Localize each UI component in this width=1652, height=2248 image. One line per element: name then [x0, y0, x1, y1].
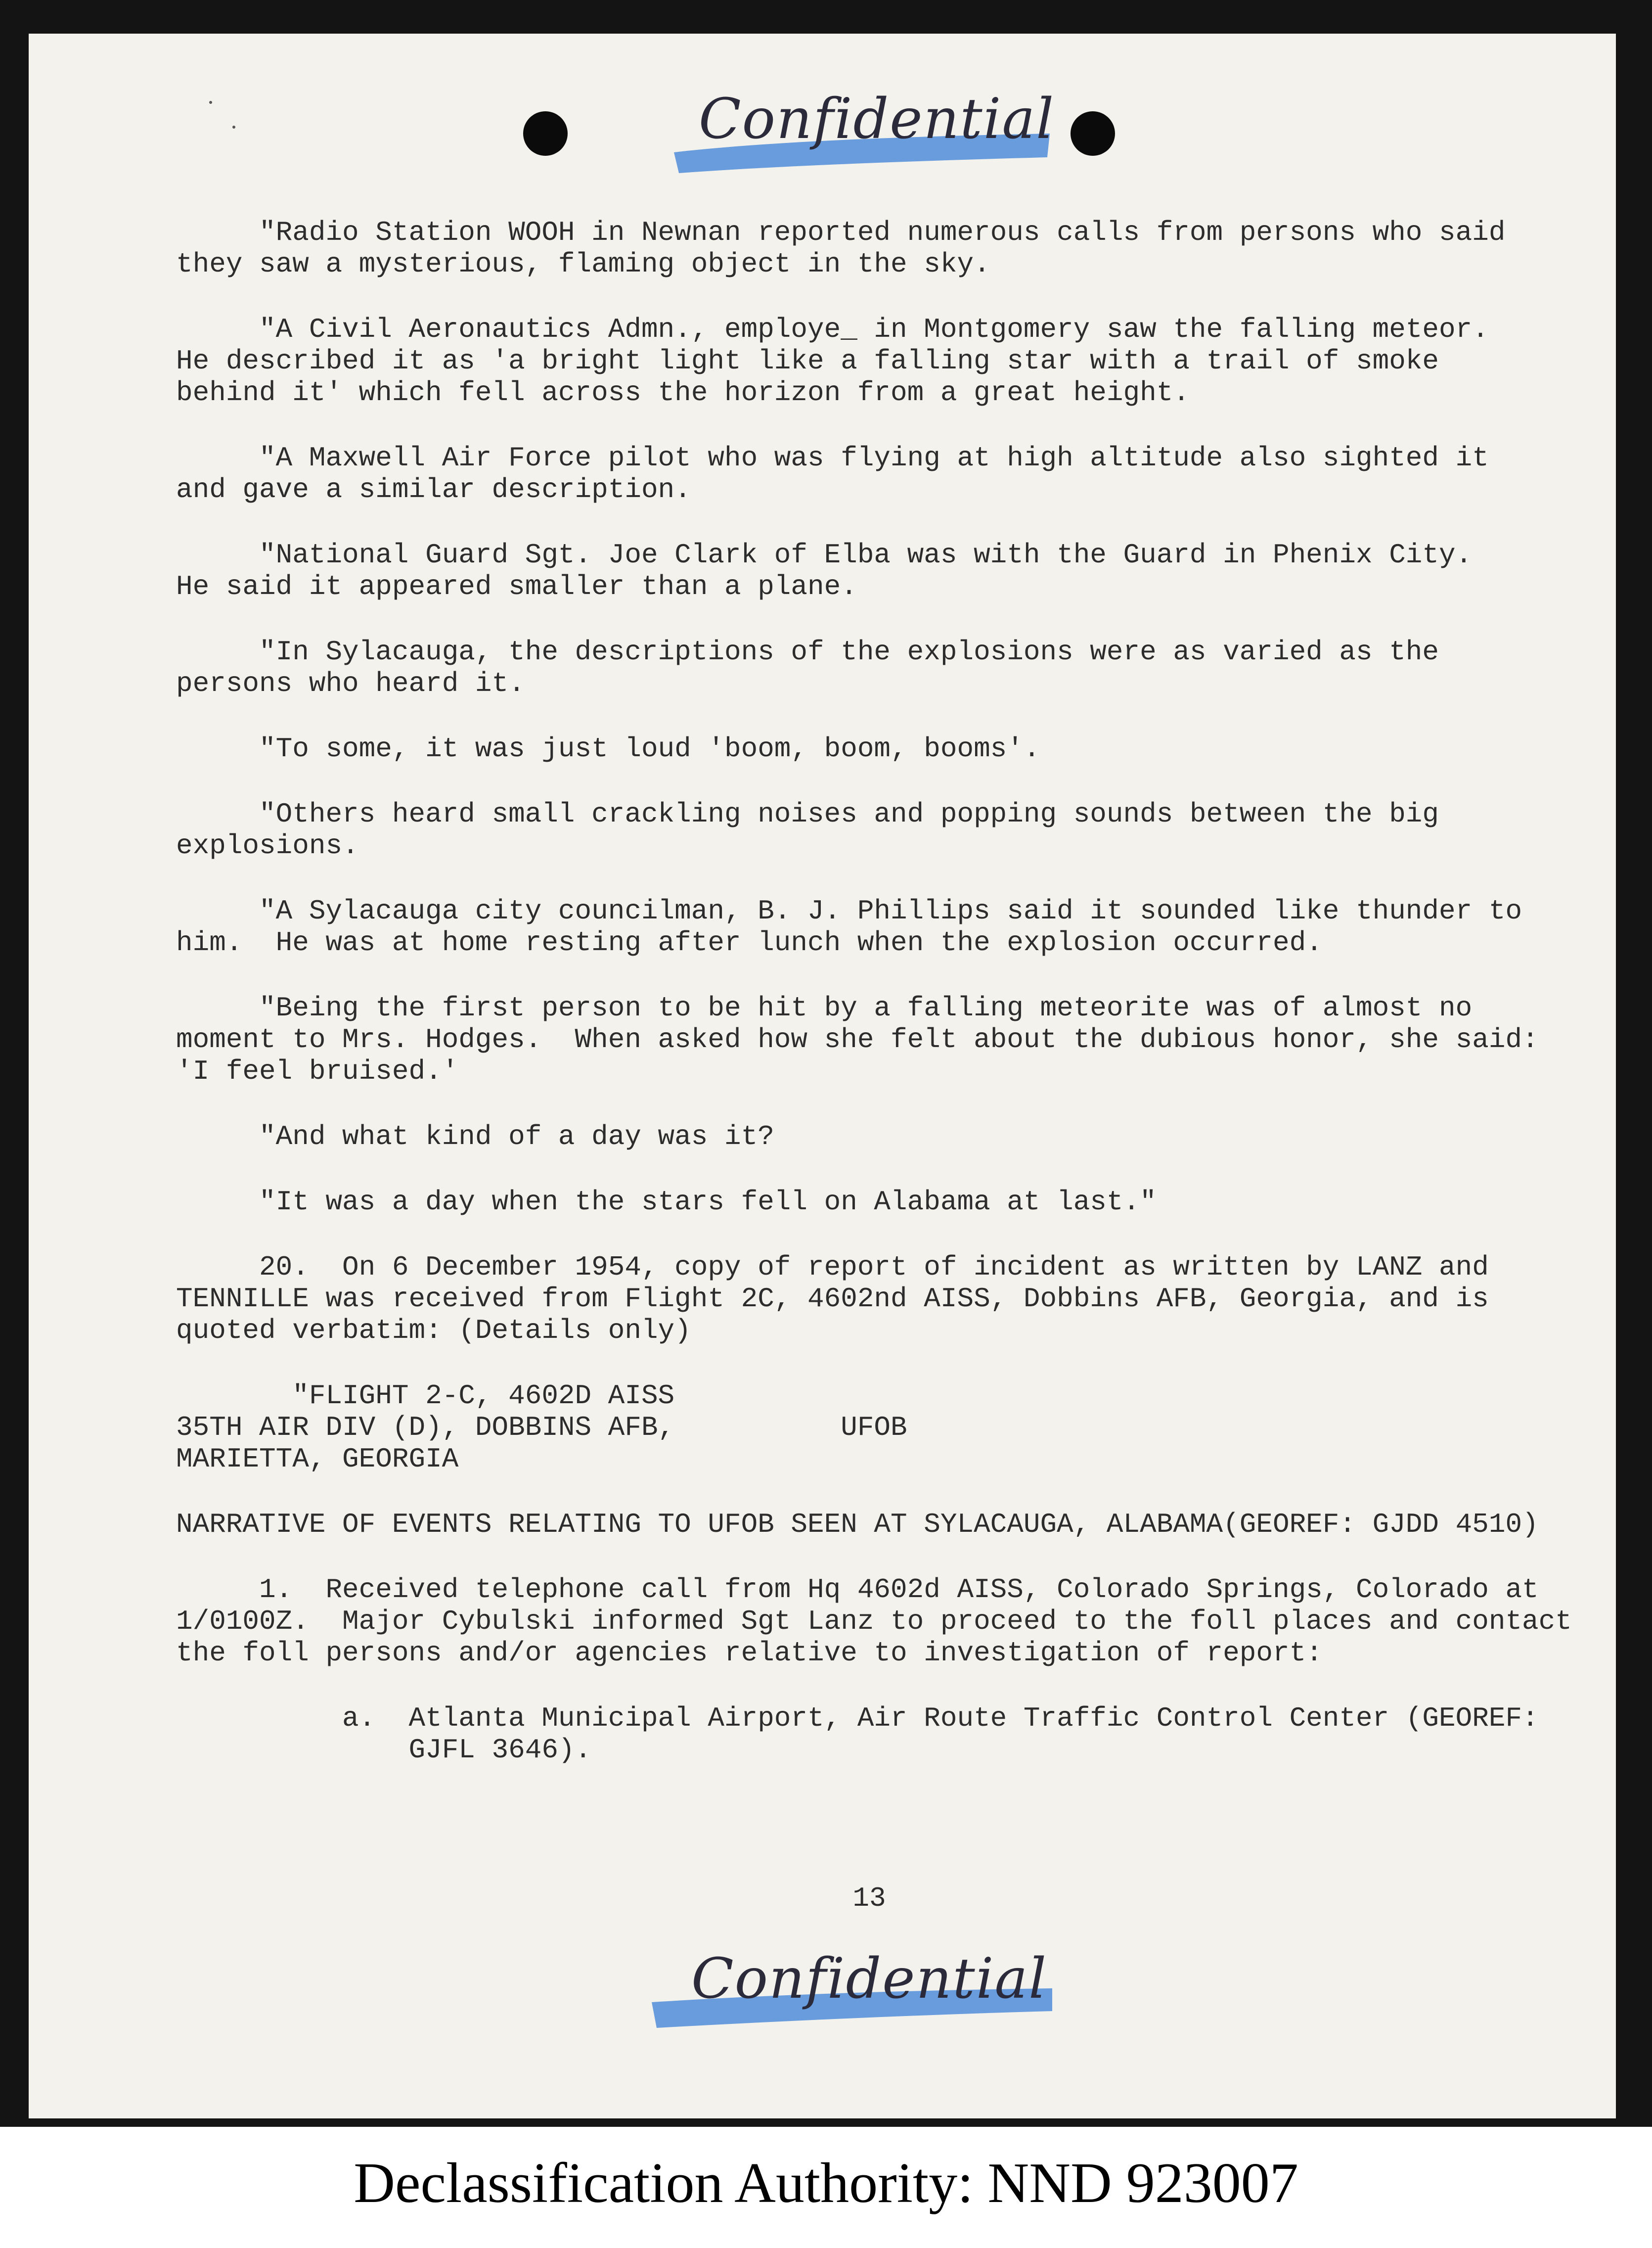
confidential-handwriting-top: Confidential [698, 87, 1055, 151]
paper-speck [232, 126, 235, 129]
text-line: "A Maxwell Air Force pilot who was flying at high altitude also sighted it [176, 442, 1489, 474]
paragraph-gap [176, 1152, 1610, 1186]
paragraph-gap [176, 409, 1610, 442]
paragraph-gap [176, 1540, 1610, 1574]
text-line: 20. On 6 December 1954, copy of report of incident as written by LANZ and [176, 1251, 1489, 1283]
text-line: quoted verbatim: (Details only) [176, 1315, 691, 1346]
text-line: a. Atlanta Municipal Airport, Air Route Traffic Control Center (GEOREF: [176, 1702, 1539, 1734]
text-line: "It was a day when the stars fell on Alabama at last." [176, 1186, 1157, 1218]
paragraph-gap [176, 602, 1610, 636]
text-line: "National Guard Sgt. Joe Clark of Elba was with the Guard in Phenix City. [176, 539, 1473, 571]
text-line: He described it as 'a bright light like a falling star with a trail of smoke [176, 345, 1439, 377]
paragraph-gap [176, 959, 1610, 992]
text-line: they saw a mysterious, flaming object in the sky. [176, 248, 990, 280]
text-line: "Radio Station WOOH in Newnan reported numerous calls from persons who said [176, 217, 1506, 248]
text-line: 'I feel bruised.' [176, 1055, 459, 1087]
confidential-handwriting-bottom: Confidential [691, 1947, 1048, 2011]
paragraph-gap [176, 862, 1610, 895]
page-number: 13 [852, 1882, 886, 1914]
text-line: moment to Mrs. Hodges. When asked how she felt about the dubious honor, she said: [176, 1024, 1539, 1055]
text-line: 35TH AIR DIV (D), DOBBINS AFB, UFOB [176, 1412, 907, 1443]
text-line: "And what kind of a day was it? [176, 1121, 774, 1152]
text-line: "A Civil Aeronautics Admn., employe_ in Montgomery saw the falling meteor. [176, 314, 1489, 345]
confidential-stamp-top [644, 83, 1089, 177]
text-line: him. He was at home resting after lunch when the explosion occurred. [176, 927, 1323, 959]
text-line: GJFL 3646). [176, 1734, 592, 1766]
paragraph-gap [176, 1669, 1610, 1702]
confidential-stamp-bottom [637, 1943, 1082, 2037]
document-page [29, 34, 1616, 2118]
text-line: "FLIGHT 2-C, 4602D AISS [176, 1380, 675, 1412]
text-line: 1. Received telephone call from Hq 4602d AISS, Colorado Springs, Colorado at [176, 1574, 1539, 1606]
text-line: "To some, it was just loud 'boom, boom, booms'. [176, 733, 1040, 765]
text-line: He said it appeared smaller than a plane. [176, 571, 857, 602]
text-line: "Others heard small crackling noises and popping sounds between the big [176, 798, 1439, 830]
text-line: TENNILLE was received from Flight 2C, 4602nd AISS, Dobbins AFB, Georgia, and is [176, 1283, 1489, 1315]
text-line: and gave a similar description. [176, 474, 691, 505]
text-line: 1/0100Z. Major Cybulski informed Sgt Lanz to proceed to the foll places and contact [176, 1606, 1572, 1637]
paragraph-gap [176, 505, 1610, 539]
paper-speck [209, 101, 212, 104]
paragraph-gap [176, 280, 1610, 314]
text-line: behind it' which fell across the horizon from a great height. [176, 377, 1190, 409]
paragraph-gap [176, 1475, 1610, 1509]
paragraph-gap [176, 765, 1610, 798]
text-line: explosions. [176, 830, 359, 862]
text-line: "In Sylacauga, the descriptions of the explosions were as varied as the [176, 636, 1439, 668]
declassification-authority-text: Declassification Authority: NND 923007 [354, 2152, 1298, 2215]
text-line: the foll persons and/or agencies relative to investigation of report: [176, 1637, 1323, 1669]
text-line: "Being the first person to be hit by a falling meteorite was of almost no [176, 992, 1473, 1024]
text-line: MARIETTA, GEORGIA [176, 1443, 459, 1475]
punch-hole-left [523, 111, 568, 156]
paragraph-gap [176, 1346, 1610, 1380]
text-line: "A Sylacauga city councilman, B. J. Phillips said it sounded like thunder to [176, 895, 1522, 927]
paragraph-gap [176, 1218, 1610, 1251]
paragraph-gap [176, 1087, 1610, 1121]
paragraph-gap [176, 699, 1610, 733]
text-line: persons who heard it. [176, 668, 525, 699]
declassification-footer [0, 2127, 1652, 2248]
body-text [176, 217, 1610, 1766]
text-line: NARRATIVE OF EVENTS RELATING TO UFOB SEEN AT SYLACAUGA, ALABAMA(GEOREF: GJDD 4510) [176, 1509, 1539, 1540]
